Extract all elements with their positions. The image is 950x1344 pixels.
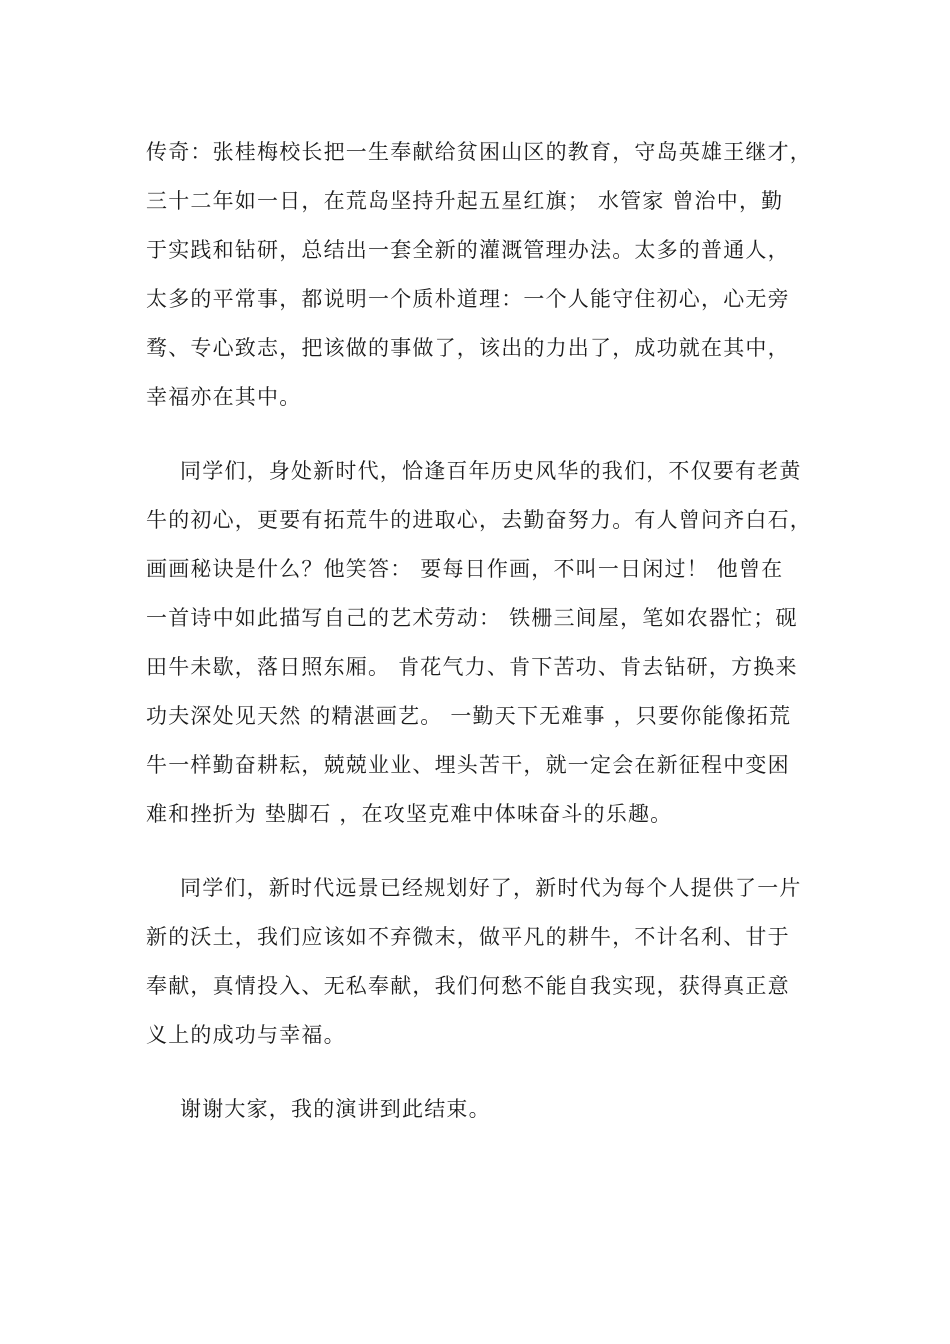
paragraph-3-line-2: 新的沃土，我们应该如不弃微末，做平凡的耕牛，不计名利、甘于	[146, 925, 790, 949]
paragraph-1-line-2: 三十二年如一日，在荒岛坚持升起五星红旗； 水管家 曾治中，勤	[146, 189, 784, 213]
paragraph-2-line-2: 牛的初心，更要有拓荒牛的进取心，去勤奋努力。有人曾问齐白石，	[146, 508, 812, 532]
paragraph-4-line-1: 谢谢大家，我的演讲到此结束。	[180, 1097, 491, 1121]
paragraph-2-line-7: 牛一样勤奋耕耘，兢兢业业、埋头苦干，就一定会在新征程中变困	[146, 753, 790, 777]
paragraph-1-line-6: 幸福亦在其中。	[146, 385, 302, 409]
paragraph-2-line-3: 画画秘诀是什么？他笑答： 要每日作画，不叫一日闲过！ 他曾在	[146, 557, 784, 581]
paragraph-2-line-6: 功夫深处见天然 的精湛画艺。 一勤天下无难事 ，只要你能像拓荒	[146, 704, 792, 728]
paragraph-1-line-5: 骛、专心致志，把该做的事做了，该出的力出了，成功就在其中，	[146, 336, 790, 360]
paragraph-1-line-3: 于实践和钻研，总结出一套全新的灌溉管理办法。太多的普通人，	[146, 238, 790, 262]
paragraph-2-line-4: 一首诗中如此描写自己的艺术劳动： 铁栅三间屋，笔如农器忙；砚	[146, 606, 798, 630]
paragraph-3-line-1: 同学们，新时代远景已经规划好了，新时代为每个人提供了一片	[180, 876, 802, 900]
paragraph-1-line-1: 传奇：张桂梅校长把一生奉献给贫困山区的教育，守岛英雄王继才，	[146, 140, 812, 164]
paragraph-3-line-3: 奉献，真情投入、无私奉献，我们何愁不能自我实现，获得真正意	[146, 974, 790, 998]
paragraph-2-line-5: 田牛未歇，落日照东厢。 肯花气力、肯下苦功、肯去钻研，方换来	[146, 655, 798, 679]
paragraph-3-line-4: 义上的成功与幸福。	[146, 1023, 346, 1047]
paragraph-2-line-1: 同学们，身处新时代，恰逢百年历史风华的我们，不仅要有老黄	[180, 459, 802, 483]
paragraph-1-line-4: 太多的平常事，都说明一个质朴道理：一个人能守住初心，心无旁	[146, 287, 790, 311]
paragraph-2-line-8: 难和挫折为 垫脚石 ，在攻坚克难中体味奋斗的乐趣。	[146, 802, 673, 826]
